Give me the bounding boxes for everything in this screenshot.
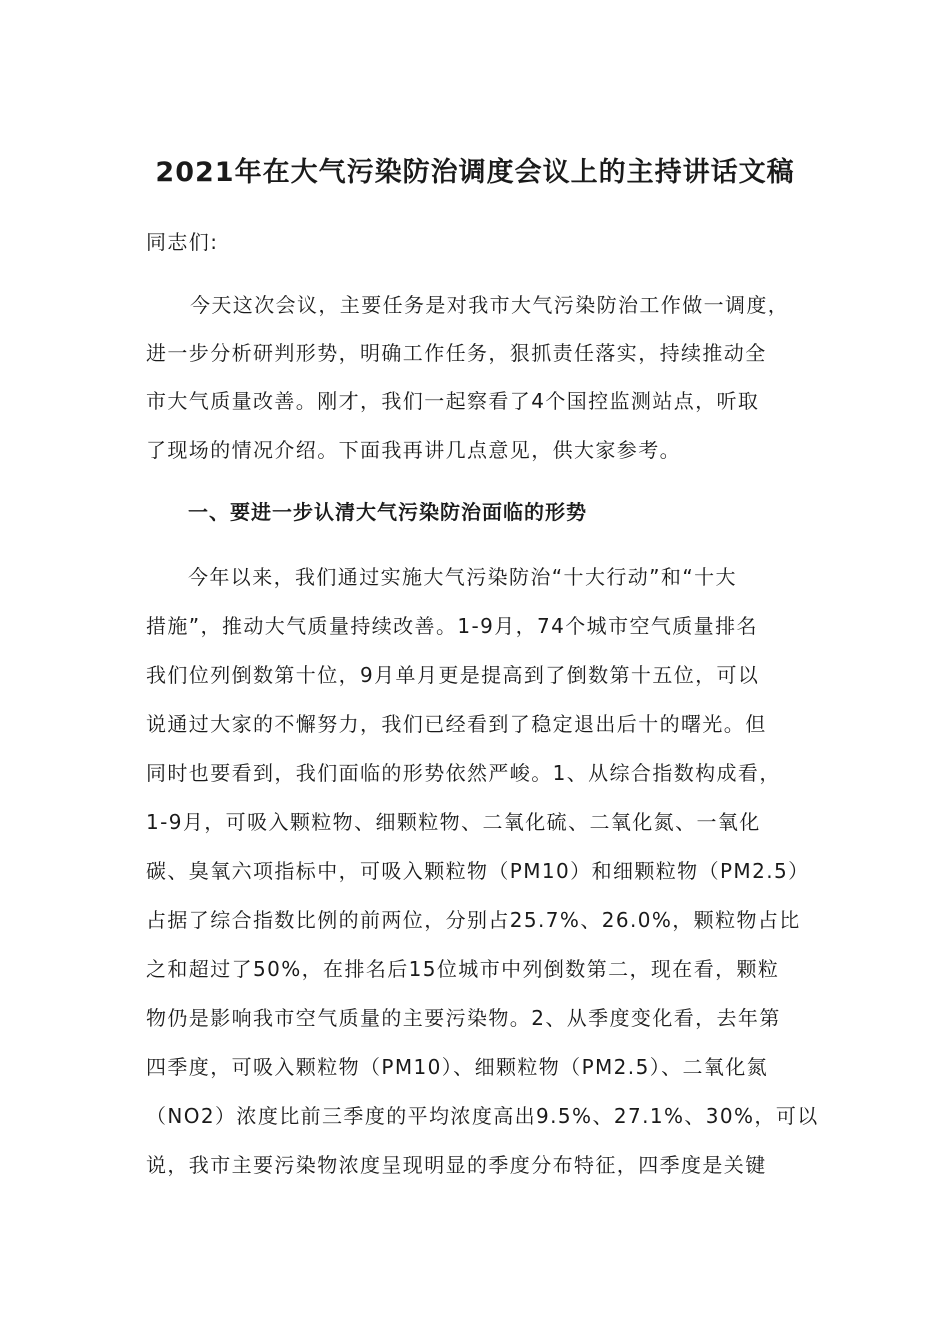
section-1-heading: 一、要进一步认清大气污染防治面临的形势 [188,500,587,524]
paragraph-2-line: 物仍是影响我市空气质量的主要污染物。2、从季度变化看，去年第 [146,1006,781,1030]
paragraph-1-line: 了现场的情况介绍。下面我再讲几点意见，供大家参考。 [146,438,681,462]
paragraph-1-line: 市大气质量改善。刚才，我们一起察看了4个国控监测站点，听取 [146,389,760,413]
document-title: 2021年在大气污染防治调度会议上的主持讲话文稿 [155,157,795,188]
paragraph-2-line: 措施”，推动大气质量持续改善。1-9月，74个城市空气质量排名 [146,614,758,638]
salutation: 同志们: [146,230,219,254]
paragraph-2-line: 之和超过了50%，在排名后15位城市中列倒数第二，现在看，颗粒 [146,957,780,981]
paragraph-1-line: 今天这次会议，主要任务是对我市大气污染防治工作做一调度， [190,293,790,317]
paragraph-2-line: 说，我市主要污染物浓度呈现明显的季度分布特征，四季度是关键 [146,1153,767,1177]
paragraph-2-line: 我们位列倒数第十位，9月单月更是提高到了倒数第十五位，可以 [146,663,760,687]
paragraph-2-line: 四季度，可吸入颗粒物（PM10）、细颗粒物（PM2.5）、二氧化氮 [146,1055,769,1079]
paragraph-2-line: 同时也要看到，我们面临的形势依然严峻。1、从综合指数构成看， [146,761,781,785]
paragraph-2-line: 占据了综合指数比例的前两位，分别占25.7%、26.0%，颗粒物占比 [146,908,801,932]
paragraph-2-line: 1-9月，可吸入颗粒物、细颗粒物、二氧化硫、二氧化氮、一氧化 [146,810,761,834]
paragraph-1-line: 进一步分析研判形势，明确工作任务，狠抓责任落实，持续推动全 [146,341,767,365]
paragraph-2-line: 今年以来，我们通过实施大气污染防治“十大行动”和“十大 [188,565,737,589]
paragraph-2-line: 说通过大家的不懈努力，我们已经看到了稳定退出后十的曙光。但 [146,712,767,736]
paragraph-2-line: 碳、臭氧六项指标中，可吸入颗粒物（PM10）和细颗粒物（PM2.5） [146,859,810,883]
paragraph-2-line: （NO2）浓度比前三季度的平均浓度高出9.5%、27.1%、30%，可以 [146,1104,819,1128]
